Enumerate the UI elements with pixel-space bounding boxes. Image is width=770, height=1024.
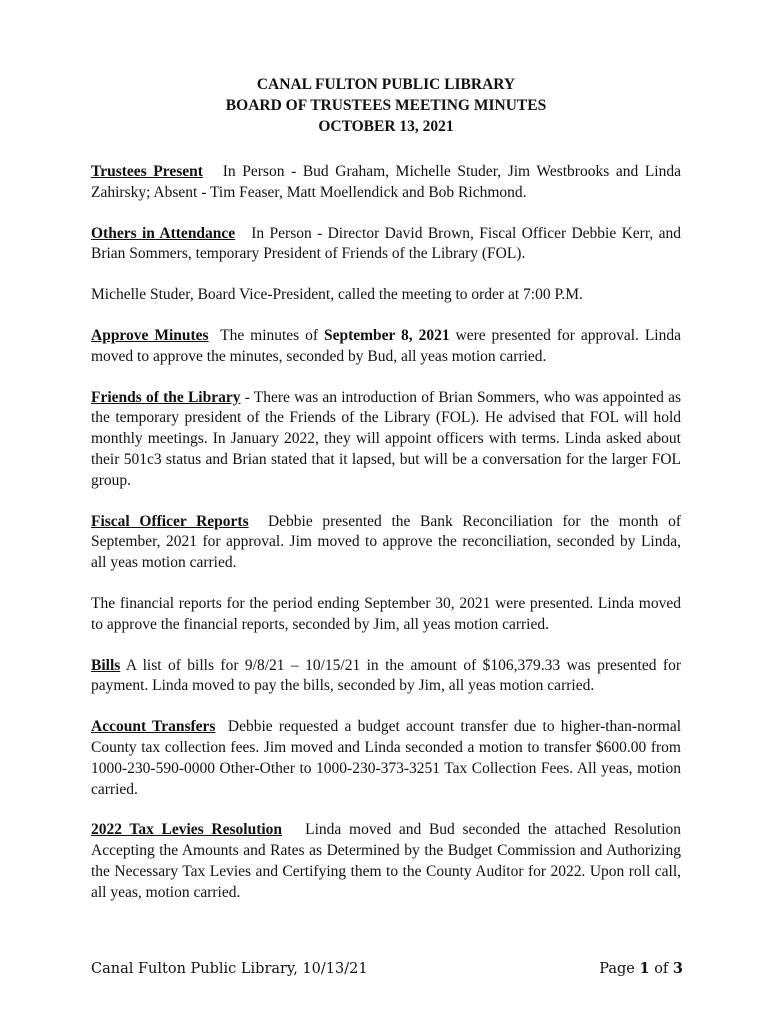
trustees-present-heading: Trustees Present — [91, 163, 203, 180]
friends-library-paragraph — [91, 388, 681, 492]
approve-minutes-date: September 8, 2021 — [323, 326, 450, 344]
minutes-page — [91, 74, 681, 904]
page-total: 3 — [672, 960, 683, 977]
page-word: Page — [599, 961, 635, 977]
of-word: of — [654, 961, 669, 977]
footer-library-date: Canal Fulton Public Library, 10/13/21 — [91, 961, 368, 977]
approve-minutes-text-pre: The minutes of — [220, 326, 319, 344]
fiscal-officer-text: Debbie presented the Bank Reconciliation for the month of September, 2021 for approval. Jim moved to approve the reconciliation, seconded by Linda, all yeas motion carried. — [91, 512, 681, 572]
others-attendance-heading: Others in Attendance — [91, 224, 236, 242]
account-transfers-paragraph — [91, 717, 681, 800]
call-to-order-paragraph: Michelle Studer, Board Vice-President, called the meeting to order at 7:00 P.M. — [91, 286, 583, 304]
account-transfers-text: Debbie requested a budget account transfer due to higher-than-normal County tax collection fees. Jim moved and Linda seconded a motion to transfer $600.00 from 1000-230-590-0000 Other-Other to 1000-230-373-3251 Tax Collection Fees. All yeas, motion carried. — [91, 718, 682, 798]
bills-text: A list of bills for 9/8/21 – 10/15/21 in the amount of $106,379.33 was presented for payment. Linda moved to pay the bills, seconded by Jim, all yeas motion carried. — [91, 656, 681, 695]
financial-reports-paragraph: The financial reports for the period ending September 30, 2021 were presented. Linda moved to approve the financial reports, seconded by Jim, all yeas motion carried. — [91, 594, 681, 633]
tax-levies-paragraph — [91, 820, 681, 903]
fiscal-officer-paragraph — [91, 512, 681, 574]
page-current: 1 — [639, 960, 650, 977]
trustees-present-text: In Person - Bud Graham, Michelle Studer, Jim Westbrooks and Linda Zahirsky; Absent - Tim Feaser, Matt Moellendick and Bob Richmond. — [91, 163, 681, 201]
account-transfers-heading: Account Transfers — [91, 718, 216, 736]
tax-levies-text: Linda moved and Bud seconded the attached Resolution Accepting the Amounts and Rates as Determined by the Budget Commission and Authorizing the Necessary Tax Levies and Certifying them to the County Auditor for 2022. Upon roll call, all yeas, motion carried. — [91, 821, 682, 901]
others-attendance-text: In Person - Director David Brown, Fiscal Officer Debbie Kerr, and Brian Sommers, temporary President of Friends of the Library (FOL). — [91, 224, 681, 263]
tax-levies-heading: 2022 Tax Levies Resolution — [91, 821, 283, 839]
trustees-present-paragraph — [91, 162, 681, 204]
friends-library-text: - There was an introduction of Brian Sommers, who was appointed as the temporary president of the Friends of the Library (FOL). He advised that FOL will hold monthly meetings. In January 2022, they will appoint officers with terms. Linda asked about their 501c3 status and Brian stated that it lapsed, but will be a conversation for the larger FOL group. — [91, 388, 682, 489]
page-number — [599, 959, 683, 979]
library-name: CANAL FULTON PUBLIC LIBRARY — [256, 76, 516, 93]
friends-library-heading: Friends of the Library — [91, 388, 241, 406]
approve-minutes-text-post: were presented for approval. Linda moved to approve the minutes, seconded by Bud, all yeas motion carried. — [91, 326, 681, 365]
bills-paragraph — [91, 656, 681, 698]
others-attendance-paragraph — [91, 224, 681, 266]
bills-heading: Bills — [91, 656, 121, 674]
approve-minutes-heading: Approve Minutes — [91, 326, 209, 344]
approve-minutes-paragraph — [91, 326, 681, 368]
page-footer — [91, 959, 683, 979]
fiscal-officer-heading: Fiscal Officer Reports — [91, 512, 249, 530]
document-title: BOARD OF TRUSTEES MEETING MINUTES — [225, 97, 547, 114]
meeting-date: OCTOBER 13, 2021 — [318, 118, 454, 135]
